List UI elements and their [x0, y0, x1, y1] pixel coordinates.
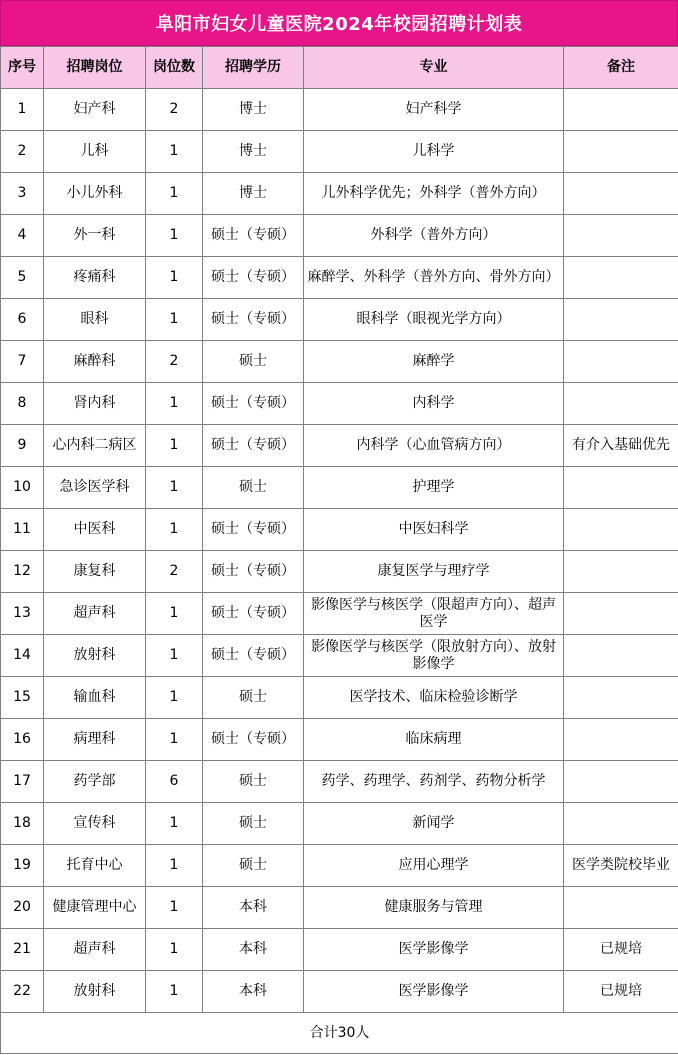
cell-count: 1	[146, 929, 203, 971]
header-major: 专业	[304, 47, 564, 89]
header-count: 岗位数	[146, 47, 203, 89]
cell-major: 眼科学（眼视光学方向）	[304, 299, 564, 341]
cell-degree: 硕士（专硕）	[203, 509, 304, 551]
cell-remark	[564, 131, 678, 173]
sheet-title: 阜阳市妇女儿童医院2024年校园招聘计划表	[0, 0, 678, 46]
table-row	[1, 89, 678, 131]
cell-position: 放射科	[44, 971, 146, 1013]
cell-major: 应用心理学	[304, 845, 564, 887]
cell-degree: 硕士（专硕）	[203, 299, 304, 341]
cell-index: 4	[1, 215, 44, 257]
table-row	[1, 509, 678, 551]
table-row	[1, 593, 678, 635]
cell-major: 医学技术、临床检验诊断学	[304, 677, 564, 719]
cell-position: 妇产科	[44, 89, 146, 131]
table-row	[1, 215, 678, 257]
cell-degree: 硕士（专硕）	[203, 551, 304, 593]
cell-major: 麻醉学	[304, 341, 564, 383]
cell-remark	[564, 257, 678, 299]
cell-degree: 硕士	[203, 803, 304, 845]
cell-index: 6	[1, 299, 44, 341]
cell-count: 1	[146, 425, 203, 467]
cell-index: 11	[1, 509, 44, 551]
cell-count: 1	[146, 257, 203, 299]
cell-degree: 硕士	[203, 467, 304, 509]
header-position: 招聘岗位	[44, 47, 146, 89]
table-row	[1, 383, 678, 425]
cell-degree: 硕士（专硕）	[203, 215, 304, 257]
cell-position: 疼痛科	[44, 257, 146, 299]
cell-index: 13	[1, 593, 44, 635]
cell-remark: 有介入基础优先	[564, 425, 678, 467]
table-row	[1, 467, 678, 509]
cell-remark	[564, 887, 678, 929]
cell-index: 18	[1, 803, 44, 845]
cell-position: 健康管理中心	[44, 887, 146, 929]
cell-degree: 硕士（专硕）	[203, 257, 304, 299]
cell-major: 中医妇科学	[304, 509, 564, 551]
table-row	[1, 341, 678, 383]
table-row	[1, 971, 678, 1013]
header-index: 序号	[1, 47, 44, 89]
table-row	[1, 299, 678, 341]
cell-index: 9	[1, 425, 44, 467]
cell-count: 1	[146, 173, 203, 215]
cell-major: 康复医学与理疗学	[304, 551, 564, 593]
cell-index: 22	[1, 971, 44, 1013]
cell-degree: 博士	[203, 131, 304, 173]
cell-index: 17	[1, 761, 44, 803]
cell-major: 儿科学	[304, 131, 564, 173]
cell-remark	[564, 215, 678, 257]
table-row	[1, 803, 678, 845]
cell-position: 儿科	[44, 131, 146, 173]
cell-count: 6	[146, 761, 203, 803]
table-row	[1, 635, 678, 677]
cell-position: 眼科	[44, 299, 146, 341]
cell-count: 1	[146, 383, 203, 425]
cell-position: 药学部	[44, 761, 146, 803]
table-row	[1, 173, 678, 215]
cell-count: 1	[146, 215, 203, 257]
cell-remark	[564, 803, 678, 845]
table-row	[1, 887, 678, 929]
cell-degree: 本科	[203, 887, 304, 929]
cell-count: 1	[146, 971, 203, 1013]
cell-degree: 硕士（专硕）	[203, 719, 304, 761]
cell-degree: 硕士	[203, 341, 304, 383]
cell-index: 15	[1, 677, 44, 719]
cell-degree: 硕士（专硕）	[203, 425, 304, 467]
total-row	[1, 1013, 678, 1054]
cell-major: 妇产科学	[304, 89, 564, 131]
cell-degree: 博士	[203, 173, 304, 215]
cell-degree: 硕士	[203, 845, 304, 887]
cell-index: 19	[1, 845, 44, 887]
cell-index: 1	[1, 89, 44, 131]
table-row	[1, 719, 678, 761]
cell-remark	[564, 509, 678, 551]
cell-count: 2	[146, 89, 203, 131]
cell-degree: 本科	[203, 929, 304, 971]
cell-count: 2	[146, 341, 203, 383]
table-row	[1, 677, 678, 719]
cell-remark	[564, 383, 678, 425]
cell-position: 宣传科	[44, 803, 146, 845]
recruitment-table	[0, 46, 678, 1054]
cell-major: 影像医学与核医学（限超声方向）、超声医学	[304, 593, 564, 635]
cell-position: 急诊医学科	[44, 467, 146, 509]
cell-count: 1	[146, 509, 203, 551]
cell-position: 托育中心	[44, 845, 146, 887]
cell-index: 20	[1, 887, 44, 929]
cell-major: 内科学（心血管病方向）	[304, 425, 564, 467]
cell-count: 1	[146, 299, 203, 341]
cell-remark	[564, 341, 678, 383]
cell-degree: 硕士（专硕）	[203, 635, 304, 677]
cell-degree: 硕士（专硕）	[203, 593, 304, 635]
cell-index: 7	[1, 341, 44, 383]
cell-major: 护理学	[304, 467, 564, 509]
cell-index: 5	[1, 257, 44, 299]
cell-position: 康复科	[44, 551, 146, 593]
cell-remark	[564, 551, 678, 593]
cell-position: 超声科	[44, 929, 146, 971]
cell-position: 超声科	[44, 593, 146, 635]
cell-remark	[564, 299, 678, 341]
cell-remark	[564, 593, 678, 635]
cell-index: 16	[1, 719, 44, 761]
cell-major: 内科学	[304, 383, 564, 425]
cell-index: 2	[1, 131, 44, 173]
table-row	[1, 425, 678, 467]
cell-position: 麻醉科	[44, 341, 146, 383]
cell-position: 肾内科	[44, 383, 146, 425]
cell-remark	[564, 677, 678, 719]
table-row	[1, 257, 678, 299]
cell-major: 麻醉学、外科学（普外方向、骨外方向）	[304, 257, 564, 299]
cell-position: 输血科	[44, 677, 146, 719]
cell-remark	[564, 761, 678, 803]
cell-count: 1	[146, 467, 203, 509]
cell-major: 影像医学与核医学（限放射方向）、放射影像学	[304, 635, 564, 677]
cell-index: 21	[1, 929, 44, 971]
cell-remark	[564, 635, 678, 677]
cell-position: 外一科	[44, 215, 146, 257]
table-row	[1, 551, 678, 593]
cell-degree: 本科	[203, 971, 304, 1013]
table-row	[1, 761, 678, 803]
cell-remark: 医学类院校毕业	[564, 845, 678, 887]
cell-remark: 已规培	[564, 929, 678, 971]
cell-major: 医学影像学	[304, 971, 564, 1013]
header-row	[1, 47, 678, 89]
cell-index: 8	[1, 383, 44, 425]
cell-count: 1	[146, 131, 203, 173]
cell-degree: 硕士（专硕）	[203, 383, 304, 425]
cell-degree: 硕士	[203, 761, 304, 803]
cell-index: 14	[1, 635, 44, 677]
cell-major: 儿外科学优先；外科学（普外方向）	[304, 173, 564, 215]
cell-position: 病理科	[44, 719, 146, 761]
cell-count: 1	[146, 719, 203, 761]
cell-count: 1	[146, 593, 203, 635]
table-row	[1, 131, 678, 173]
cell-degree: 博士	[203, 89, 304, 131]
cell-position: 中医科	[44, 509, 146, 551]
cell-index: 12	[1, 551, 44, 593]
cell-position: 放射科	[44, 635, 146, 677]
total-cell: 合计30人	[1, 1013, 678, 1054]
cell-count: 1	[146, 887, 203, 929]
cell-count: 1	[146, 635, 203, 677]
cell-remark	[564, 719, 678, 761]
cell-major: 药学、药理学、药剂学、药物分析学	[304, 761, 564, 803]
cell-remark	[564, 467, 678, 509]
cell-remark	[564, 89, 678, 131]
table-row	[1, 845, 678, 887]
header-remark: 备注	[564, 47, 678, 89]
cell-major: 健康服务与管理	[304, 887, 564, 929]
cell-position: 心内科二病区	[44, 425, 146, 467]
cell-count: 2	[146, 551, 203, 593]
cell-major: 新闻学	[304, 803, 564, 845]
cell-index: 10	[1, 467, 44, 509]
cell-index: 3	[1, 173, 44, 215]
cell-major: 外科学（普外方向）	[304, 215, 564, 257]
table-row	[1, 929, 678, 971]
cell-major: 医学影像学	[304, 929, 564, 971]
cell-remark	[564, 173, 678, 215]
cell-major: 临床病理	[304, 719, 564, 761]
cell-count: 1	[146, 803, 203, 845]
cell-count: 1	[146, 845, 203, 887]
cell-position: 小儿外科	[44, 173, 146, 215]
header-degree: 招聘学历	[203, 47, 304, 89]
cell-remark: 已规培	[564, 971, 678, 1013]
cell-degree: 硕士	[203, 677, 304, 719]
cell-count: 1	[146, 677, 203, 719]
